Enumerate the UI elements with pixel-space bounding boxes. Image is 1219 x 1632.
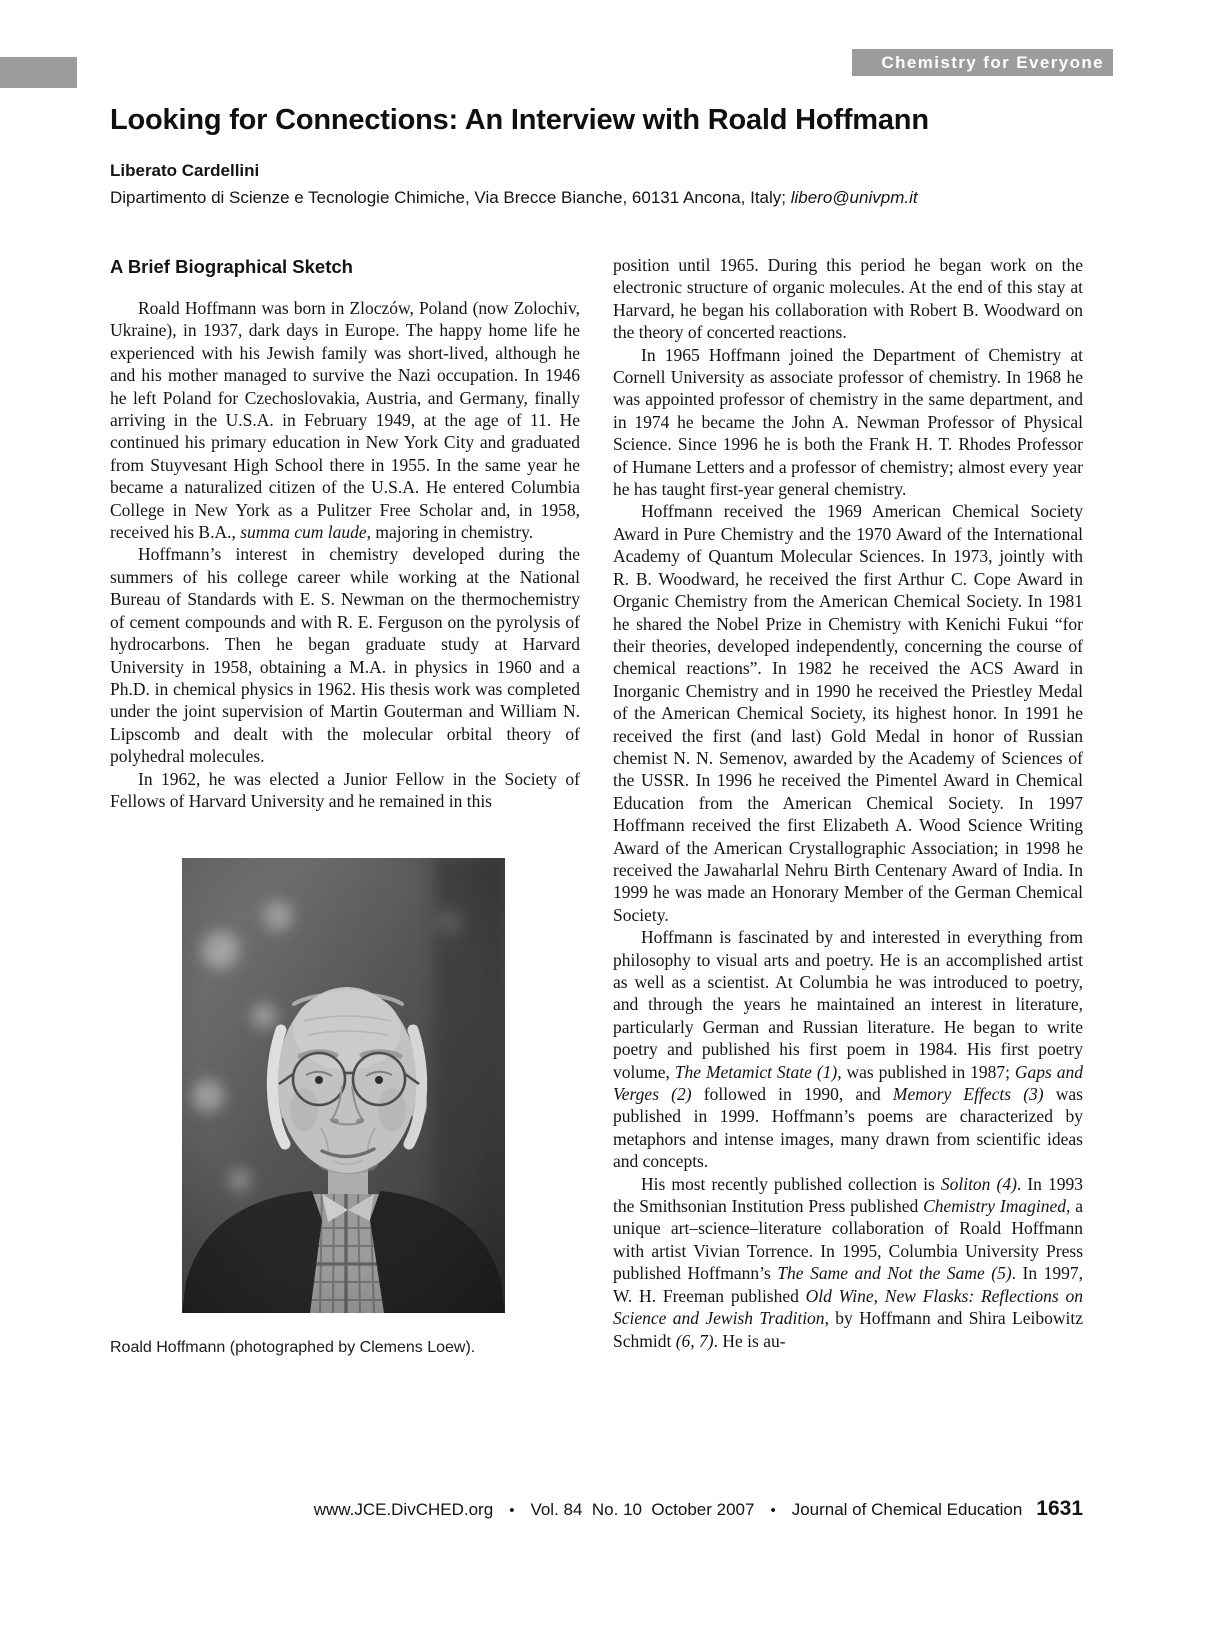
right-column xyxy=(613,254,1083,1357)
section-heading: A Brief Biographical Sketch xyxy=(110,256,353,277)
two-column-body xyxy=(110,254,1083,1357)
footer-journal: Journal of Chemical Education xyxy=(791,1500,1023,1519)
section-banner-label: Chemistry for Everyone xyxy=(881,52,1104,72)
portrait-figure xyxy=(110,858,580,1357)
page-footer xyxy=(110,1497,1083,1521)
paragraph: In 1962, he was elected a Junior Fellow in the Society of Fellows of Harvard University and he remained in this xyxy=(110,768,580,811)
paragraph: Hoffmann is fascinated by and interested in everything from philosophy to visual arts and poetry. He is an accomplished artist as well as a scientist. At Columbia he was introduced to poetry, and through the years he maintained an interest in literature, particularly German and Russian literature. He began to write poetry and published his first poem in 1984. His first poetry volume, The Metamict State (1), was published in 1987; Gaps and Verges (2) followed in 1990, and Memory Effects (3) was published in 1999. Hoffmann’s poems are characterized by metaphors and intense images, many drawn from scientific ideas and concepts. xyxy=(613,927,1083,1172)
paragraph: In 1965 Hoffmann joined the Department of Chemistry at Cornell University as associate professor of chemistry. In 1968 he was appointed professor of chemistry in the same department, and in 1974 he became the John A. Newman Professor of Physical Science. Since 1996 he is both the Frank H. T. Rhodes Professor of Humane Letters and a professor of chemistry; almost every year he has taught first-year general chemistry. xyxy=(613,344,1083,500)
footer-page-number: 1631 xyxy=(1036,1497,1083,1520)
left-column-text xyxy=(110,297,580,812)
author-affiliation xyxy=(110,188,1083,208)
footer-url[interactable]: www.JCE.DivCHED.org xyxy=(313,1500,494,1519)
paragraph: Hoffmann received the 1969 American Chemical Society Award in Pure Chemistry and the 1970 Award of the International Academy of Quantum Molecular Sciences. In 1973, jointly with R. B. Woodward, he received the first Arthur C. Cope Award in Organic Chemistry from the American Chemical Society. In 1981 he shared the Nobel Prize in Chemistry with Kenichi Fukui “for their theories, developed independently, concerning the course of chemical reactions”. In 1982 he received the ACS Award in Inorganic Chemistry and in 1990 he received the Priestley Medal of the American Chemical Society, its highest honor. In 1991 he received the first (and last) Gold Medal in honor of Russian chemist N. N. Semenov, awarded by the Academy of Sciences of the USSR. In 1996 he received the Pimentel Award in Chemical Education from the American Chemical Society. In 1997 Hoffmann received the first Elizabeth A. Wood Science Writing Award of the American Crystallographic Association; in 1998 he received the Jawaharlal Nehru Birth Centenary Award of India. In 1999 he was made an Honorary Member of the German Chemical Society. xyxy=(613,501,1083,925)
paragraph: Roald Hoffmann was born in Zloczów, Poland (now Zolochiv, Ukraine), in 1937, dark days in Europe. The happy home life he experienced with his Jewish family was short-lived, although he and his mother managed to survive the Nazi occupation. In 1946 he left Poland for Czechoslovakia, Austria, and Germany, finally arriving in the U.S.A. in February 1949, at the age of 11. He continued his primary education in New York City and graduated from Stuyvesant High School there in 1955. In the same year he became a naturalized citizen of the U.S.A. He entered Columbia College in New York as a Pulitzer Free Scholar and, in 1958, received his B.A., summa cum laude, majoring in chemistry. xyxy=(110,298,580,543)
footer-bullet: • xyxy=(770,1502,776,1519)
section-banner xyxy=(852,49,1113,76)
affiliation-text: Dipartimento di Scienze e Tecnologie Chimiche, Via Brecce Bianche, 60131 Ancona, Italy; xyxy=(110,188,791,207)
paragraph: His most recently published collection is Soliton (4). In 1993 the Smithsonian Institution Press published Chemistry Imagined, a unique art–science–literature collaboration of Roald Hoffmann with artist Vivian Torrence. In 1995, Columbia University Press published Hoffmann’s The Same and Not the Same (5). In 1997, W. H. Freeman published Old Wine, New Flasks: Reflections on Science and Jewish Tradition, by Hoffmann and Shira Leibowitz Schmidt (6, 7). He is au- xyxy=(613,1173,1083,1351)
footer-bullet: • xyxy=(509,1502,515,1519)
left-margin-bar xyxy=(0,57,77,88)
right-column-text xyxy=(613,254,1083,1352)
author-name: Liberato Cardellini xyxy=(110,161,260,180)
footer-issue: Vol. 84 No. 10 October 2007 xyxy=(530,1500,755,1519)
left-column xyxy=(110,254,580,1357)
article-page xyxy=(110,104,1083,1357)
paragraph: Hoffmann’s interest in chemistry developed during the summers of his college career while working at the National Bureau of Standards with E. S. Newman on the thermochemistry of cement compounds and with R. E. Ferguson on the pyrolysis of hydrocarbons. Then he began graduate study at Harvard University in 1958, obtaining a M.A. in physics in 1960 and a Ph.D. in chemical physics in 1962. His thesis work was completed under the joint supervision of Martin Gouterman and William N. Lipscomb and dealt with the molecular orbital theory of polyhedral molecules. xyxy=(110,544,580,767)
photo-caption: Roald Hoffmann (photographed by Clemens Loew). xyxy=(110,1339,476,1357)
portrait-photo xyxy=(182,858,505,1313)
author-email-link[interactable]: libero@univpm.it xyxy=(790,188,918,207)
article-title: Looking for Connections: An Interview with Roald Hoffmann xyxy=(110,104,929,136)
paragraph: position until 1965. During this period he began work on the electronic structure of organic molecules. At the end of this stay at Harvard, he began his collaboration with Robert B. Woodward on the theory of concerted reactions. xyxy=(613,255,1083,343)
